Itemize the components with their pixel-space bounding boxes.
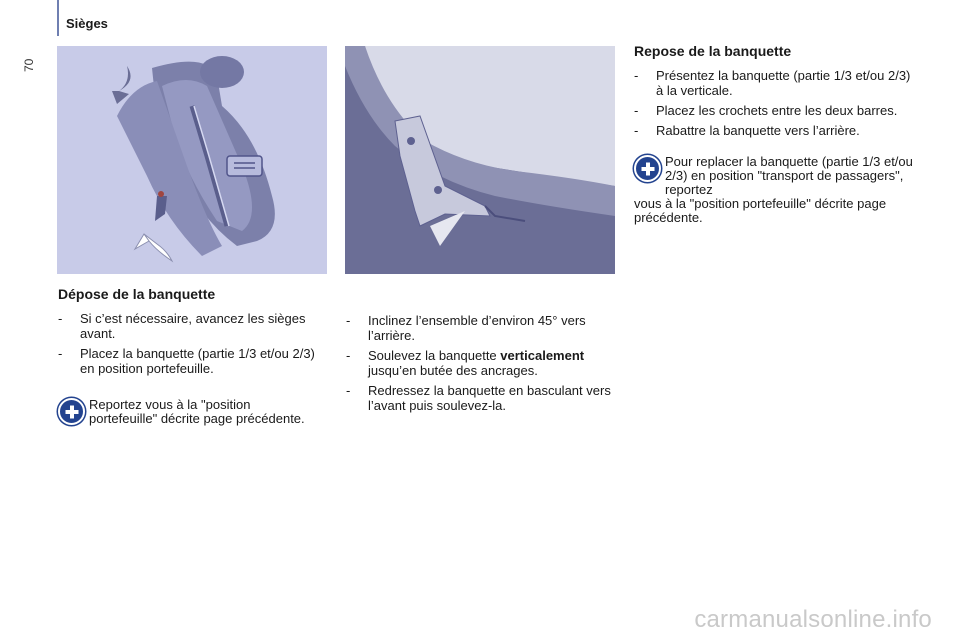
- list-item: - Si c’est nécessaire, avancez les sièges avant.: [58, 311, 306, 341]
- list-marker: -: [346, 383, 351, 398]
- list-marker: -: [634, 103, 639, 118]
- section-title: Sièges: [66, 16, 108, 31]
- install-note-text-continued: vous à la "position portefeuille" décrite page précédente.: [634, 196, 887, 225]
- list-item: - Redressez la banquette en basculant vers l’avant puis soulevez-la.: [346, 383, 611, 413]
- watermark: carmanualsonline.info: [694, 606, 932, 633]
- list-marker: -: [634, 123, 639, 138]
- list-item: - Placez la banquette (partie 1/3 et/ou 2/3) en position portefeuille.: [58, 346, 315, 376]
- page-number: 70: [22, 58, 36, 72]
- plus-icon: [58, 398, 85, 425]
- remove-note: [58, 398, 318, 426]
- seat-folded-illustration: [57, 46, 327, 274]
- list-item: - Présentez la banquette (partie 1/3 et/ou 2/3) à la verticale.: [634, 68, 911, 98]
- remove-seat-heading: Dépose de la banquette: [58, 286, 216, 302]
- list-marker: -: [346, 348, 351, 363]
- list-marker: -: [346, 313, 351, 328]
- install-steps-list: [634, 68, 914, 143]
- list-marker: -: [58, 346, 63, 361]
- list-item: - Soulevez la banquette verticalement jusqu’en butée des ancrages.: [346, 348, 585, 378]
- list-marker: -: [58, 311, 63, 326]
- list-item: - Inclinez l’ensemble d’environ 45° vers l’arrière.: [346, 313, 586, 343]
- remove-steps-list: [58, 311, 320, 381]
- list-item: - Placez les crochets entre les deux barres.: [634, 103, 898, 118]
- hinge-closeup-illustration: [345, 46, 615, 274]
- install-note: [634, 155, 914, 225]
- remove-note-text: Reportez vous à la "position portefeuille" décrite page précédente.: [89, 397, 305, 426]
- plus-icon: [634, 155, 661, 182]
- header-bar: [57, 0, 59, 36]
- list-marker: -: [634, 68, 639, 83]
- remove-steps-continued-list: [346, 313, 614, 418]
- install-seat-heading: Repose de la banquette: [634, 43, 792, 59]
- list-item: - Rabattre la banquette vers l’arrière.: [634, 123, 860, 138]
- install-note-text: Pour replacer la banquette (partie 1/3 et/ou 2/3) en position "transport de passagers", reportez: [665, 154, 913, 197]
